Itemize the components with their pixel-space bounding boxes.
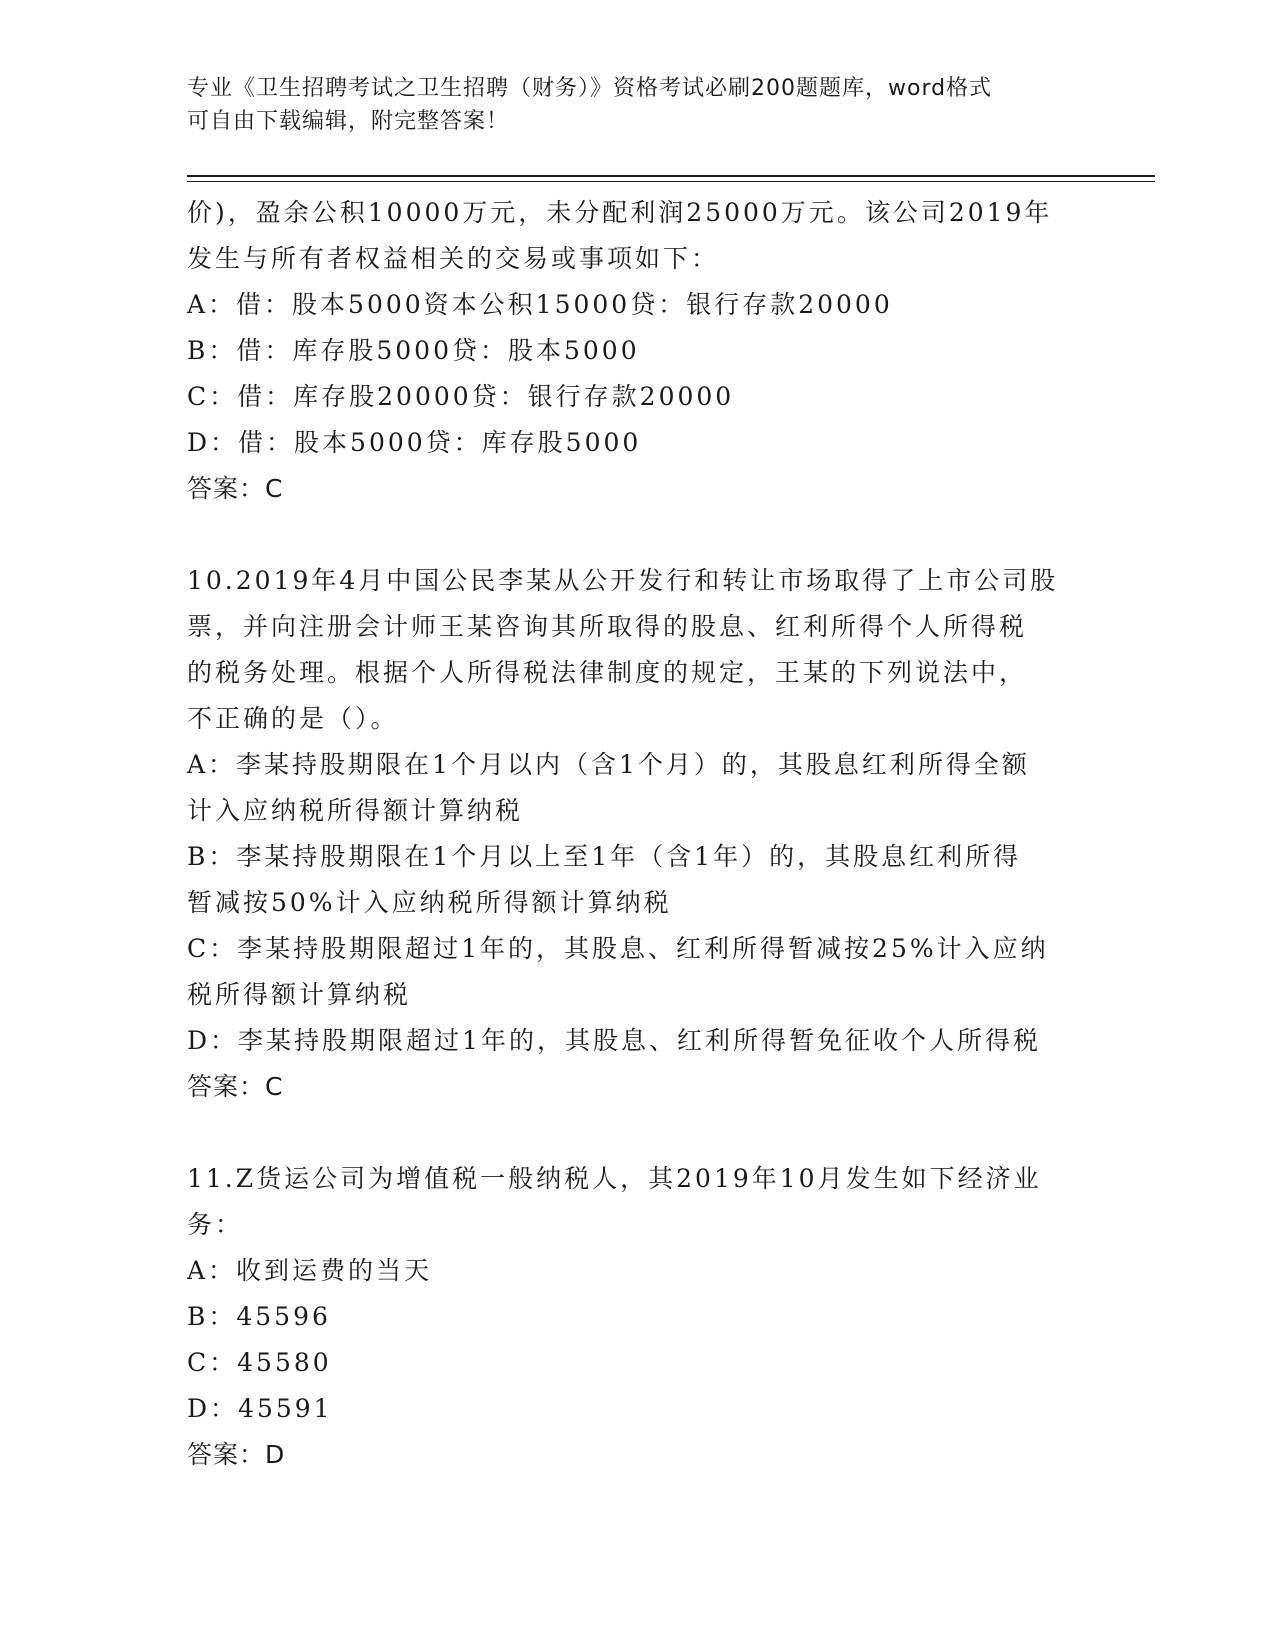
option-b: B：45596 [187, 1302, 331, 1331]
option-d: D：45591 [187, 1394, 333, 1423]
option-d: D：李某持股期限超过1年的，其股息、红利所得暂免征收个人所得税 [187, 1026, 1041, 1055]
option-c-cont: 税所得额计算纳税 [187, 980, 412, 1009]
option-a: A：李某持股期限在1个月以内（含1个月）的，其股息红利所得全额 [187, 750, 1030, 779]
question-11 [187, 1156, 1087, 1478]
question-stem-line: 票，并向注册会计师王某咨询其所取得的股息、红利所得个人所得税 [187, 612, 1028, 641]
option-b-cont: 暂减按50%计入应纳税所得额计算纳税 [187, 888, 672, 917]
option-b: B：李某持股期限在1个月以上至1年（含1年）的，其股息红利所得 [187, 842, 1022, 871]
option-c: C：李某持股期限超过1年的，其股息、红利所得暂减按25%计入应纳 [187, 934, 1049, 963]
header-rule-thin [187, 181, 1155, 182]
option-a-cont: 计入应纳税所得额计算纳税 [187, 796, 524, 825]
question-10 [187, 558, 1087, 1110]
option-d: D：借：股本5000贷：库存股5000 [187, 428, 642, 457]
question-stem-line: 的税务处理。根据个人所得税法律制度的规定，王某的下列说法中， [187, 658, 1028, 687]
answer-label: 答案：C [187, 1072, 284, 1101]
header-line-2: 可自由下载编辑，附完整答案！ [187, 109, 510, 134]
question-stem-line: 10.2019年4月中国公民李某从公开发行和转让市场取得了上市公司股 [187, 566, 1059, 595]
option-c: C：45580 [187, 1348, 332, 1377]
question-stem-line: 11.Z货运公司为增值税一般纳税人，其2019年10月发生如下经济业 [187, 1164, 1042, 1193]
option-c: C：借：库存股20000贷：银行存款20000 [187, 382, 735, 411]
document-body [187, 190, 1087, 1478]
question-stem-line: 发生与所有者权益相关的交易或事项如下： [187, 244, 720, 273]
option-a: A：收到运费的当天 [187, 1256, 433, 1285]
question-stem-line: 价)，盈余公积10000万元，未分配利润25000万元。该公司2019年 [187, 198, 1053, 227]
option-b: B：借：库存股5000贷：股本5000 [187, 336, 640, 365]
answer-label: 答案：C [187, 474, 284, 503]
answer-label: 答案：D [187, 1440, 286, 1469]
document-header [187, 72, 1087, 138]
header-line-1: 专业《卫生招聘考试之卫生招聘（财务）》资格考试必刷200题题库，word格式 [187, 76, 993, 101]
question-stem-line: 务： [187, 1210, 244, 1239]
spacer [187, 512, 1087, 558]
spacer [187, 1110, 1087, 1156]
option-a: A：借：股本5000资本公积15000贷：银行存款20000 [187, 290, 893, 319]
question-9 [187, 190, 1087, 512]
question-stem-line: 不正确的是（）。 [187, 704, 399, 733]
header-rule-thick [187, 175, 1155, 177]
